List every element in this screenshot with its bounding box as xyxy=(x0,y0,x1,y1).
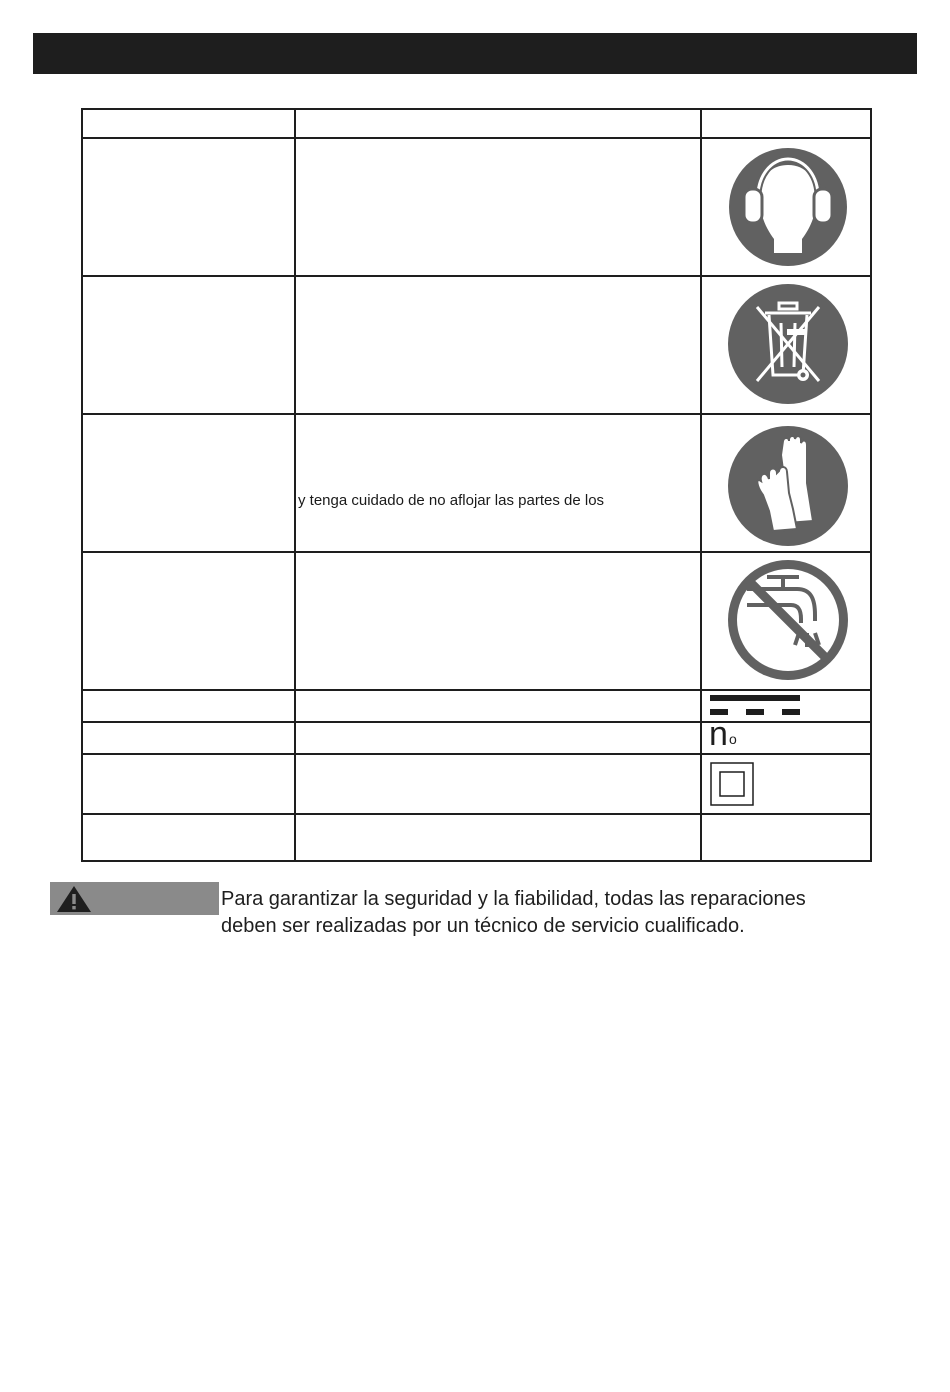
term-cell xyxy=(82,552,295,690)
description-cell xyxy=(295,276,701,414)
table-header-row xyxy=(82,109,871,138)
description-cell xyxy=(295,138,701,276)
table-row xyxy=(82,276,871,414)
symbols-table xyxy=(81,108,872,862)
description-text: y tenga cuidado de no aflojar las partes de los xyxy=(298,492,605,509)
header-term-cell xyxy=(82,109,295,138)
warning-text xyxy=(221,886,921,940)
gloves-icon xyxy=(727,425,849,547)
term-cell xyxy=(82,138,295,276)
warning-line-1: Para garantizar la seguridad y la fiabilidad, todas las reparaciones xyxy=(221,888,806,910)
no-water-tap-icon xyxy=(727,559,849,681)
description-cell xyxy=(295,814,701,861)
table-row xyxy=(82,754,871,814)
table-row xyxy=(82,814,871,861)
table-row xyxy=(82,138,871,276)
header-description-cell xyxy=(295,109,701,138)
ear-protection-icon xyxy=(728,147,848,267)
warning-label xyxy=(50,882,219,915)
table-row xyxy=(82,722,871,754)
description-cell xyxy=(295,754,701,814)
warning-line-2: deben ser realizadas por un técnico de servicio cualificado. xyxy=(221,915,745,937)
term-cell xyxy=(82,690,295,722)
warning-triangle-icon xyxy=(56,885,92,913)
speed-n-glyph: n xyxy=(709,715,728,753)
symbol-cell xyxy=(701,814,871,861)
term-cell xyxy=(82,722,295,754)
symbol-cell xyxy=(701,552,871,690)
term-cell xyxy=(82,754,295,814)
speed-o-subscript: o xyxy=(729,731,737,747)
term-cell xyxy=(82,276,295,414)
symbol-cell xyxy=(701,138,871,276)
header-bar xyxy=(33,33,917,74)
table-row xyxy=(82,414,871,552)
description-cell xyxy=(295,552,701,690)
term-cell xyxy=(82,814,295,861)
description-cell xyxy=(295,722,701,754)
no-load-speed-symbol xyxy=(702,715,870,753)
table-row xyxy=(82,690,871,722)
double-insulation-icon xyxy=(710,762,756,808)
symbol-cell xyxy=(701,715,871,754)
header-symbol-cell xyxy=(701,109,871,138)
crossed-bin-icon xyxy=(727,283,849,405)
term-cell xyxy=(82,414,295,552)
symbol-cell xyxy=(701,754,871,814)
symbol-cell xyxy=(701,276,871,414)
symbol-cell xyxy=(701,414,871,552)
table-row xyxy=(82,552,871,690)
description-cell xyxy=(295,414,701,552)
description-cell xyxy=(295,690,701,722)
